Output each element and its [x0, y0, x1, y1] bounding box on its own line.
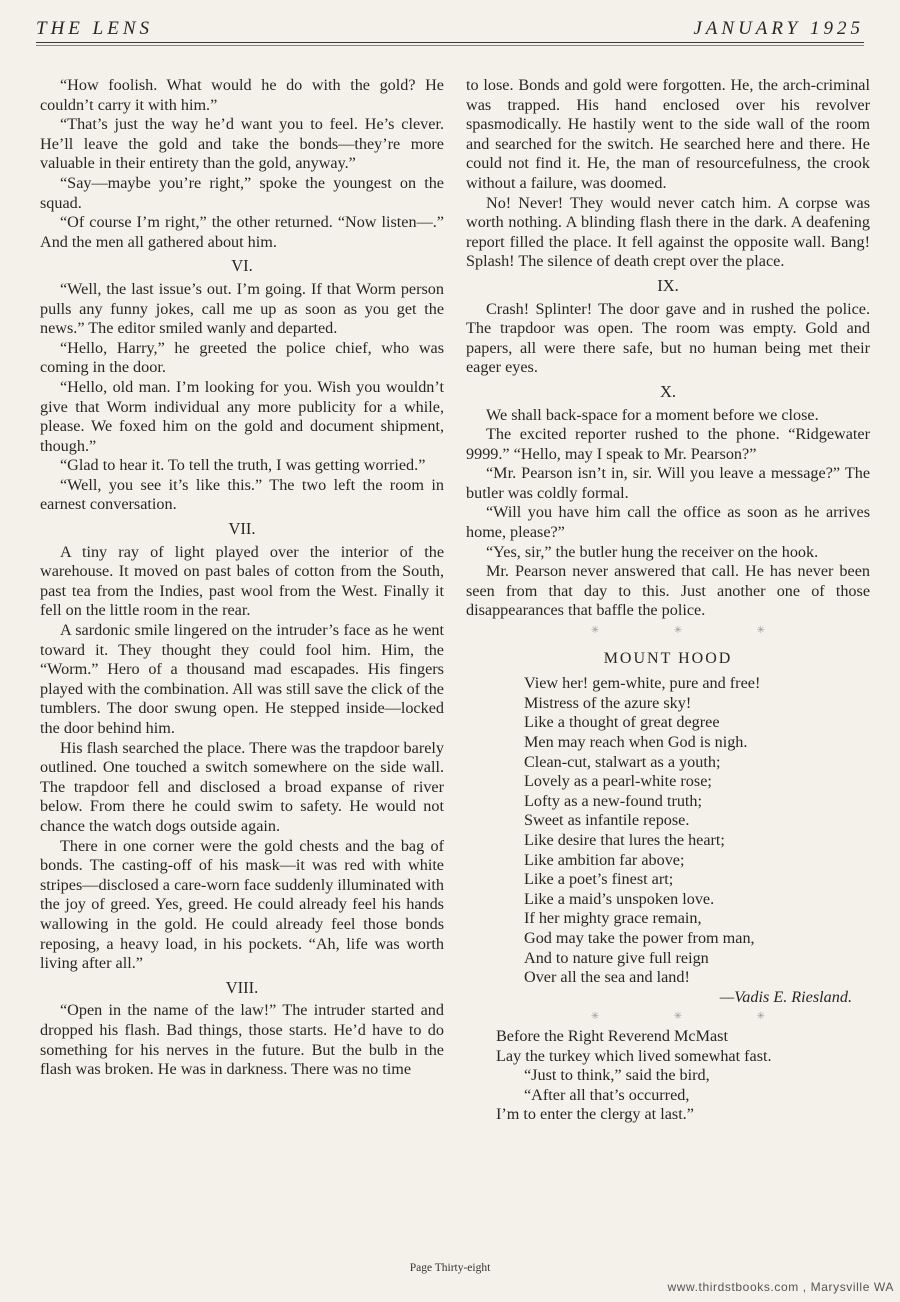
- poem-line: God may take the power from man,: [524, 928, 755, 947]
- paragraph: “Well, the last issue’s out. I’m going. If that Worm person pulls any funny jokes, call me up as soon as you get the news.” The editor smiled wanly and departed.: [40, 279, 444, 338]
- poem-line: Mistress of the azure sky!: [524, 693, 692, 712]
- section-heading: IX.: [657, 275, 679, 295]
- limerick-line: “After all that’s occurred,: [524, 1085, 690, 1104]
- poem-author: —Vadis E. Riesland.: [719, 987, 852, 1006]
- poem-line: View her! gem-white, pure and free!: [524, 674, 761, 693]
- paragraph: “Hello, old man. I’m looking for you. Wish you wouldn’t give that Worm individual any more publicity for a while, please. We foxed him on the gold and document shipment, though.”: [40, 377, 444, 455]
- page-number: Page Thirty-eight: [409, 1262, 491, 1274]
- paragraph: “Yes, sir,” the butler hung the receiver on the hook.: [486, 542, 819, 561]
- magazine-title: THE LENS: [36, 18, 153, 39]
- paragraph: “Well, you see it’s like this.” The two left the room in earnest conversation.: [40, 475, 444, 514]
- paragraph: “Say—maybe you’re right,” spoke the youngest on the squad.: [40, 173, 444, 212]
- paragraph: A tiny ray of light played over the interior of the warehouse. It moved on past bales of cotton from the South, past tea from the Indies, past wool from the West. Finally it fell on the little room in the rear.: [40, 542, 444, 620]
- watermark: www.thirdstbooks.com , Marysville WA: [667, 1280, 894, 1294]
- issue-date: JANUARY 1925: [693, 18, 864, 39]
- right-column: [466, 76, 870, 1125]
- paragraph: The excited reporter rushed to the phone. “Ridgewater 9999.” “Hello, may I speak to Mr. Pearson?”: [466, 425, 870, 463]
- paragraph: “Will you have him call the office as soon as he arrives home, please?”: [466, 503, 870, 542]
- paragraph: Mr. Pearson never answered that call. He has never been seen from that day to this. Just another one of those disappearances that baffle the police.: [466, 562, 870, 620]
- limerick-line: Before the Right Reverend McMast: [496, 1026, 728, 1045]
- section-heading: X.: [659, 381, 677, 401]
- story-continuation: [466, 76, 870, 621]
- paragraph: “Of course I’m right,” the other returned. “Now listen—.” And the men all gathered about him.: [40, 213, 444, 251]
- header-rule: [36, 42, 864, 43]
- section-separator: ✳ ✳ ✳: [590, 625, 802, 637]
- paragraph: Crash! Splinter! The door gave and in rushed the police. The trapdoor was open. The room was empty. Gold and papers, all were there safe, but no human being met their eager eyes.: [466, 299, 870, 377]
- poem-line: Lofty as a new-found truth;: [524, 791, 703, 810]
- poem-line: Sweet as infantile repose.: [524, 811, 690, 830]
- section-separator-2: ✳ ✳ ✳: [590, 1011, 802, 1023]
- paragraph: There in one corner were the gold chests and the bag of bonds. The casting-off of his mask—it was red with white stripes—disclosed a care-worn face suddenly illuminated with the joy of greed. Yes, greed. He could already feel his hands wallowing in the gold. He could already feel those bonds reposing, a heavy load, in his pockets. “Ah, life was worth living after all.”: [40, 836, 444, 973]
- paragraph: “Glad to hear it. To tell the truth, I was getting worried.”: [60, 456, 426, 475]
- page-header: [36, 14, 864, 44]
- paragraph: “Open in the name of the law!” The intruder started and dropped his flash. Bad things, those starts. He’d have to do something for his nerves in the future. But the bulb in the flash was broken. He was in darkness. There was no time: [40, 1001, 444, 1079]
- poem-line: Over all the sea and land!: [524, 968, 690, 987]
- poem-body: [524, 674, 870, 988]
- limerick: [496, 1027, 870, 1125]
- poem-line: Like desire that lures the heart;: [524, 830, 725, 849]
- paragraph: No! Never! They would never catch him. A corpse was worth nothing. A blinding flash there in the dark. A deafening report filled the place. It fell against the opposite wall. Bang! Splash! The silence of death crept over the place.: [466, 193, 870, 271]
- paragraph: to lose. Bonds and gold were forgotten. He, the arch-criminal was trapped. His hand enclosed over his revolver spasmodically. He hastily went to the side wall of the room and searched for the switch. He searched here and there. He could not find it. He, the man of resourcefulness, the crook without a failure, was doomed.: [466, 76, 870, 192]
- paragraph: “Mr. Pearson isn’t in, sir. Will you leave a message?” The butler was coldly formal.: [466, 464, 870, 502]
- paragraph: “That’s just the way he’d want you to feel. He’s clever. He’ll leave the gold and take the bonds—they’re more valuable in their entirety than the gold, anyway.”: [40, 115, 444, 173]
- poem-line: Like a maid’s unspoken love.: [524, 889, 715, 908]
- limerick-line: Lay the turkey which lived somewhat fast.: [496, 1046, 772, 1065]
- poem-line: And to nature give full reign: [524, 948, 709, 967]
- poem-line: Like ambition far above;: [524, 850, 685, 869]
- poem-line: Men may reach when God is nigh.: [524, 733, 748, 751]
- limerick-line: I’m to enter the clergy at last.”: [496, 1105, 694, 1124]
- poem-line: Like a thought of great degree: [524, 713, 720, 732]
- left-column: [40, 76, 444, 1080]
- paragraph: A sardonic smile lingered on the intruder’s face as he went toward it. They thought they could fool him. Him, the “Worm.” Hero of a thousand mad escapades. His fingers played with the combination. All was still save the click of the tumblers. The door swung open. He stepped inside—locked the door behind him.: [40, 621, 444, 737]
- poem-line: If her mighty grace remain,: [524, 909, 702, 928]
- poem-line: Lovely as a pearl-white rose;: [524, 772, 712, 791]
- section-heading: VIII.: [225, 977, 259, 997]
- paragraph: “Hello, Harry,” he greeted the police chief, who was coming in the door.: [40, 338, 444, 377]
- paragraph: “How foolish. What would he do with the gold? He couldn’t carry it with him.”: [40, 76, 444, 114]
- section-heading: VI.: [231, 256, 253, 276]
- paragraph: His flash searched the place. There was the trapdoor barely outlined. One touched a switch somewhere on the side wall. The trapdoor fell and disclosed a broad expanse of river below. From there he could swim to safety. He would not chance the watch dogs outside again.: [40, 738, 444, 835]
- header-rule-secondary: [36, 45, 864, 46]
- paragraph: We shall back-space for a moment before we close.: [486, 405, 819, 424]
- poem-title: MOUNT HOOD: [603, 649, 733, 667]
- limerick-line: “Just to think,” said the bird,: [524, 1066, 710, 1085]
- section-heading: VII.: [228, 519, 256, 539]
- poem-line: Clean-cut, stalwart as a youth;: [524, 752, 721, 771]
- poem-line: Like a poet’s finest art;: [524, 870, 674, 889]
